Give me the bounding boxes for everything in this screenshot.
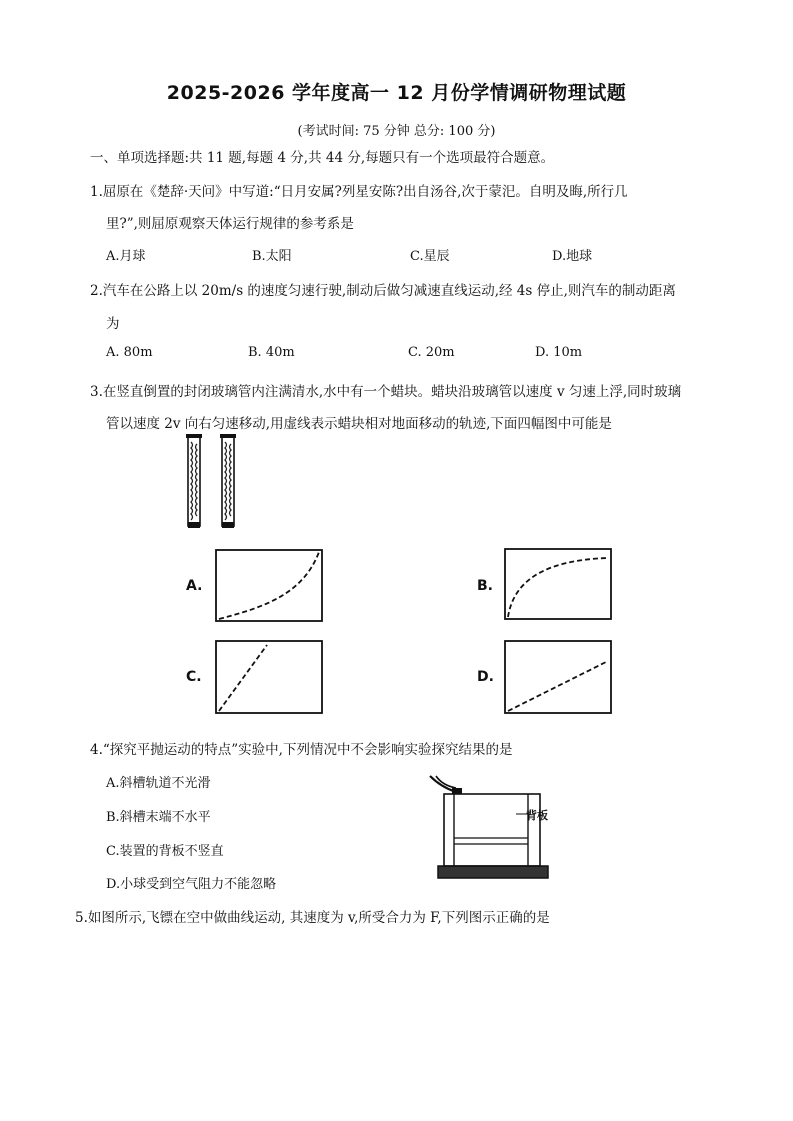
graph-c-label: C. bbox=[186, 669, 202, 685]
q2-text-line1: 2.汽车在公路上以 20m/s 的速度匀速行驶,制动后做匀减速直线运动,经 4s 停止,则汽车的制动距离 bbox=[90, 283, 676, 299]
q4-text-line1: 4.“探究平抛运动的特点”实验中,下列情况中不会影响实验探究结果的是 bbox=[90, 742, 513, 758]
page-title: 2025-2026 学年度高一 12 月份学情调研物理试题 bbox=[166, 82, 627, 104]
graph-d-label: D. bbox=[477, 669, 494, 685]
glass-tube-right bbox=[220, 434, 236, 528]
glass-tubes-figure bbox=[180, 432, 250, 532]
q2-option-b: B. 40m bbox=[248, 345, 295, 360]
apparatus-backboard bbox=[444, 794, 540, 866]
section-heading: 一、单项选择题:共 11 题,每题 4 分,共 44 分,每题只有一个选项最符合题意。 bbox=[90, 150, 555, 166]
apparatus-base bbox=[438, 866, 548, 878]
q1-option-a: A.月球 bbox=[106, 249, 146, 264]
q3-text-line2: 管以速度 2v 向右匀速移动,用虚线表示蜡块相对地面移动的轨迹,下面四幅图中可能是 bbox=[106, 416, 612, 432]
q2-option-c: C. 20m bbox=[408, 345, 455, 360]
q1-option-c: C.星辰 bbox=[410, 249, 450, 264]
q4-option-b: B.斜槽末端不水平 bbox=[106, 810, 211, 825]
q5-text-line1: 5.如图所示,飞镖在空中做曲线运动, 其速度为 v,所受合力为 F,下列图示正确的是 bbox=[75, 910, 550, 926]
q1-option-b: B.太阳 bbox=[252, 249, 292, 264]
graph-d bbox=[504, 640, 612, 714]
q1-text-line1: 1.屈原在《楚辞·天问》中写道:“日月安属?列星安陈?出自汤谷,次于蒙汜。自明及晦,所行几 bbox=[90, 184, 628, 200]
q2-text-line2: 为 bbox=[106, 316, 120, 332]
q4-option-c: C.装置的背板不竖直 bbox=[106, 844, 224, 859]
glass-tube-left bbox=[186, 434, 202, 528]
q4-option-d: D.小球受到空气阻力不能忽略 bbox=[106, 877, 277, 892]
exam-info: (考试时间: 75 分钟 总分: 100 分) bbox=[297, 124, 496, 139]
graph-b-label: B. bbox=[477, 578, 493, 594]
q4-option-a: A.斜槽轨道不光滑 bbox=[106, 776, 211, 791]
graph-d-trajectory bbox=[508, 661, 608, 711]
projectile-apparatus-figure bbox=[426, 774, 576, 882]
graph-a-label: A. bbox=[186, 578, 203, 594]
graph-b-trajectory bbox=[508, 558, 608, 617]
graph-b bbox=[504, 548, 612, 620]
graph-c-trajectory bbox=[219, 645, 267, 711]
graph-a bbox=[215, 549, 323, 622]
q2-option-d: D. 10m bbox=[535, 345, 583, 360]
graph-c bbox=[215, 640, 323, 714]
q3-text-line1: 3.在竖直倒置的封闭玻璃管内注满清水,水中有一个蜡块。蜡块沿玻璃管以速度 v 匀速上浮,同时玻璃 bbox=[90, 384, 682, 400]
q1-option-d: D.地球 bbox=[552, 249, 593, 264]
backboard-label: 背板 bbox=[526, 809, 548, 822]
q2-option-a: A. 80m bbox=[106, 345, 153, 360]
graph-a-trajectory bbox=[219, 552, 319, 619]
q1-text-line2: 里?”,则屈原观察天体运行规律的参考系是 bbox=[106, 216, 354, 232]
